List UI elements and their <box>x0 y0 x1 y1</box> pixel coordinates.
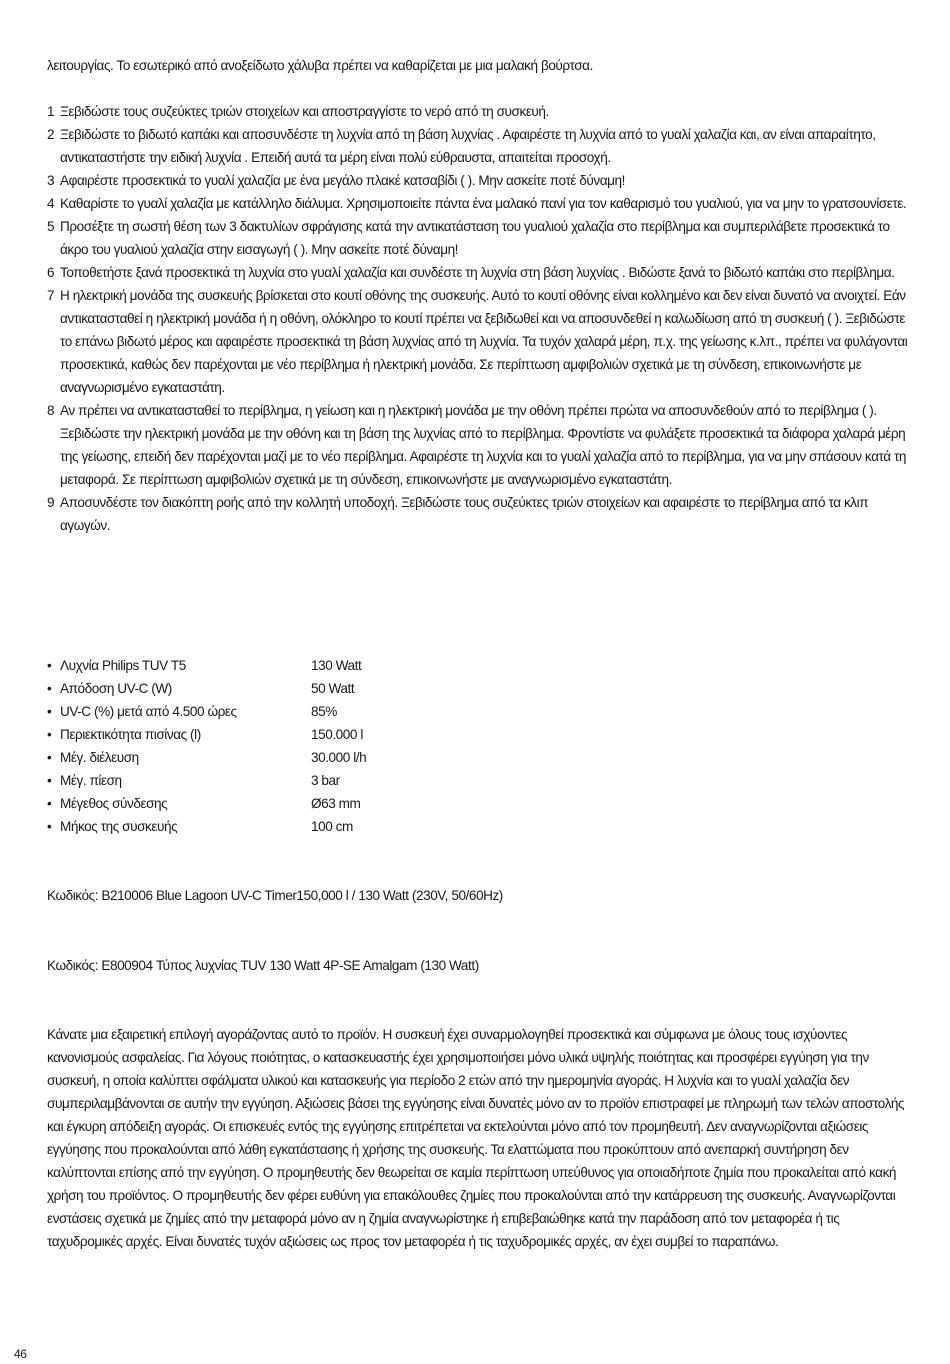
spec-value: 3 bar <box>311 773 340 788</box>
step-number: 2 <box>47 127 55 142</box>
bullet-icon: • <box>47 796 52 811</box>
bullet-icon: • <box>47 819 52 834</box>
step-text: Ξεβιδώστε το βιδωτό καπάκι και αποσυνδέστε τη λυχνία από τη βάση λυχνίας . Αφαιρέστε τη λυχνία από το γυαλί χαλαζία και, αν είναι απαραίτητο, αντικαταστήστε την ειδική λυχνία . Επειδή αυτά τα μέρη είναι πολύ εύθραυστα, απαιτείται προσοχή. <box>60 127 876 165</box>
step-text: Η ηλεκτρική μονάδα της συσκευής βρίσκεται στο κουτί οθόνης της συσκευής. Αυτό το κουτί οθόνης είναι κολλημένο και δεν είναι δυνατό να ανοιχτεί. Εάν αντικατασταθεί η ηλεκτρική μονάδα ή η οθόνη, ολόκληρο το κουτί πρέπει να ξεβιδωθεί και να αποσυνδεθεί η καλωδίωση από τη συσκευή ( ). Ξεβιδώστε το επάνω βιδωτό μέρος και αφαιρέστε προσεκτικά τη βάση λυχνίας από τη λυχνία. Τα τυχόν χαλαρά μέρη, π.χ. της γείωσης κ.λπ., πρέπει να φυλάγονται προσεκτικά, καθώς δεν παρέχονται με νέο περίβλημα ή ηλεκτρική μονάδα. Σε περίπτωση αμφιβολιών σχετικά με τη σύνδεση, επικοινωνήστε με αναγνωρισμένο εγκαταστάτη. <box>60 288 908 395</box>
step-number: 7 <box>47 288 55 303</box>
step-number: 4 <box>47 196 55 211</box>
step-number: 8 <box>47 403 55 418</box>
spec-value: 100 cm <box>311 819 353 834</box>
warranty-text: Κάνατε μια εξαιρετική επιλογή αγοράζοντας αυτό το προϊόν. Η συσκευή έχει συναρμολογηθεί προσεκτικά και σύμφωνα με όλους τους ισχύοντες κανονισμούς ασφαλείας. Για λόγους ποιότητας, ο κατασκευαστής έχει χρησιμοποιήσει μόνο υλικά υψηλής ποιότητας και προσφέρει εγγύηση για την συσκευή, η οποία καλύπτει σφάλματα υλικού και κατασκευής για περίοδο 2 ετών από την ημερομηνία αγοράς. Η λυχνία και το γυαλί χαλαζία δεν συμπεριλαμβάνονται σε αυτήν την εγγύηση. Αξιώσεις βάσει της εγγύησης είναι δυνατές μόνο αν το προϊόν επιστραφεί με πληρωμή των τελών αποστολής και έγκυρη απόδειξη αγοράς. Οι επισκευές εντός της εγγύησης επιτρέπεται να εκτελούνται μόνο από τον προμηθευτή. Δεν αναγνωρίζονται αξιώσεις εγγύησης που προκαλούνται από λάθη εγκατάστασης ή χρήσης της συσκευής. Τα ελαττώματα που προκύπτουν από ανεπαρκή συντήρηση δεν καλύπτονται επίσης από την εγγύηση. Ο προμηθευτής δεν θεωρείται σε καμία περίπτωση υπεύθυνος για οποιαδήποτε ζημία που προκαλείται από κακή χρήση του προϊόντος. Ο προμηθευτής δεν φέρει ευθύνη για επακόλουθες ζημίες που προκαλούνται από την κατάρρευση της συσκευής. Αναγνωρίζονται ενστάσεις σχετικά με ζημίες από την μεταφορά μόνο αν η ζημία αναγνωρίστηκε ή επιβεβαιώθηκε κατά την παράδοση από τον μεταφορέα ή τις ταχυδρομικές αρχές. Είναι δυνατές τυχόν αξιώσεις ως προς τον μεταφορέα ή τις ταχυδρομικές αρχές, αν έχει συμβεί το παραπάνω. <box>47 1027 905 1249</box>
spec-label: UV-C (%) μετά από 4.500 ώρες <box>60 704 237 719</box>
bullet-icon: • <box>47 704 52 719</box>
step-item <box>47 169 915 192</box>
step-item <box>47 215 915 261</box>
spec-label: Μέγ. πίεση <box>60 773 122 788</box>
intro-text: λειτουργίας. Το εσωτερικό από ανοξείδωτο χάλυβα πρέπει να καθαρίζεται με μια μαλακή βούρτσα. <box>47 58 593 73</box>
bullet-icon: • <box>47 727 52 742</box>
step-item <box>47 192 915 215</box>
spec-value: 85% <box>311 704 337 719</box>
step-item <box>47 261 915 284</box>
step-item <box>47 399 915 491</box>
step-number: 3 <box>47 173 55 188</box>
step-number: 1 <box>47 104 55 119</box>
spec-label: Περιεκτικότητα πισίνας (l) <box>60 727 201 742</box>
step-text: Καθαρίστε το γυαλί χαλαζία με κατάλληλο διάλυμα. Χρησιμοποιείτε πάντα ένα μαλακό πανί για τον καθαρισμό του γυαλιού, για να μην το γρατσουνίσετε. <box>60 196 907 211</box>
spec-value: 30.000 l/h <box>311 750 367 765</box>
step-text: Προσέξτε τη σωστή θέση των 3 δακτυλίων σφράγισης κατά την αντικατάσταση του γυαλιού χαλαζία στο περίβλημα και συμπεριλάβετε προσεκτικά το άκρο του γυαλιού χαλαζία στην εισαγωγή ( ). Μην ασκείτε ποτέ δύναμη! <box>60 219 890 257</box>
step-item <box>47 123 915 169</box>
step-number: 9 <box>47 495 55 510</box>
spec-value: Ø63 mm <box>311 796 361 811</box>
spec-label: Μέγ. διέλευση <box>60 750 139 765</box>
device-code: Κωδικός: B210006 Blue Lagoon UV-C Timer150,000 l / 130 Watt (230V, 50/60Hz) <box>47 888 503 903</box>
maintenance-steps <box>47 100 915 537</box>
page-number: 46 <box>14 1347 27 1361</box>
bullet-icon: • <box>47 773 52 788</box>
step-item <box>47 491 915 537</box>
step-text: Αφαιρέστε προσεκτικά το γυαλί χαλαζία με ένα μεγάλο πλακέ κατσαβίδι ( ). Μην ασκείτε ποτέ δύναμη! <box>60 173 625 188</box>
step-text: Αποσυνδέστε τον διακόπτη ροής από την κολλητή υποδοχή. Ξεβιδώστε τους συζεύκτες τριών στοιχείων και αφαιρέστε το περίβλημα από τα κλιπ αγωγών. <box>60 495 869 533</box>
step-number: 5 <box>47 219 55 234</box>
step-item <box>47 284 915 399</box>
step-text: Τοποθετήστε ξανά προσεκτικά τη λυχνία στο γυαλί χαλαζία και συνδέστε τη λυχνία στη βάση λυχνίας . Βιδώστε ξανά το βιδωτό καπάκι στο περίβλημα. <box>60 265 895 280</box>
step-text: Ξεβιδώστε τους συζεύκτες τριών στοιχείων και αποστραγγίστε το νερό από τη συσκευή. <box>60 104 549 119</box>
spec-value: 50 Watt <box>311 681 355 696</box>
step-text: Αν πρέπει να αντικατασταθεί το περίβλημα, η γείωση και η ηλεκτρική μονάδα με την οθόνη πρέπει πρώτα να αποσυνδεθούν από το περίβλημα ( ). Ξεβιδώστε την ηλεκτρική μονάδα με την οθόνη και τη βάση της λυχνίας από το περίβλημα. Φροντίστε να φυλάξετε προσεκτικά τα διάφορα χαλαρά μέρη της γείωσης, επειδή δεν παρέχονται μαζί με το νέο περίβλημα. Αφαιρέστε τη λυχνία και το γυαλί χαλαζία από το περίβλημα, για να μην σπάσουν κατά τη μεταφορά. Σε περίπτωση αμφιβολιών σχετικά με τη σύνδεση, επικοινωνήστε με αναγνωρισμένο εγκαταστάτη. <box>60 403 906 487</box>
bullet-icon: • <box>47 658 52 673</box>
step-number: 6 <box>47 265 55 280</box>
spec-label: Μέγεθος σύνδεσης <box>60 796 168 811</box>
bullet-icon: • <box>47 681 52 696</box>
spec-value: 130 Watt <box>311 658 362 673</box>
lamp-code: Κωδικός: E800904 Τύπος λυχνίας TUV 130 Watt 4P-SE Amalgam (130 Watt) <box>47 958 479 973</box>
spec-label: Μήκος της συσκευής <box>60 819 178 834</box>
spec-label: Λυχνία Philips TUV T5 <box>60 658 186 673</box>
bullet-icon: • <box>47 750 52 765</box>
spec-label: Απόδοση UV-C (W) <box>60 681 172 696</box>
step-item <box>47 100 915 123</box>
spec-value: 150.000 l <box>311 727 363 742</box>
